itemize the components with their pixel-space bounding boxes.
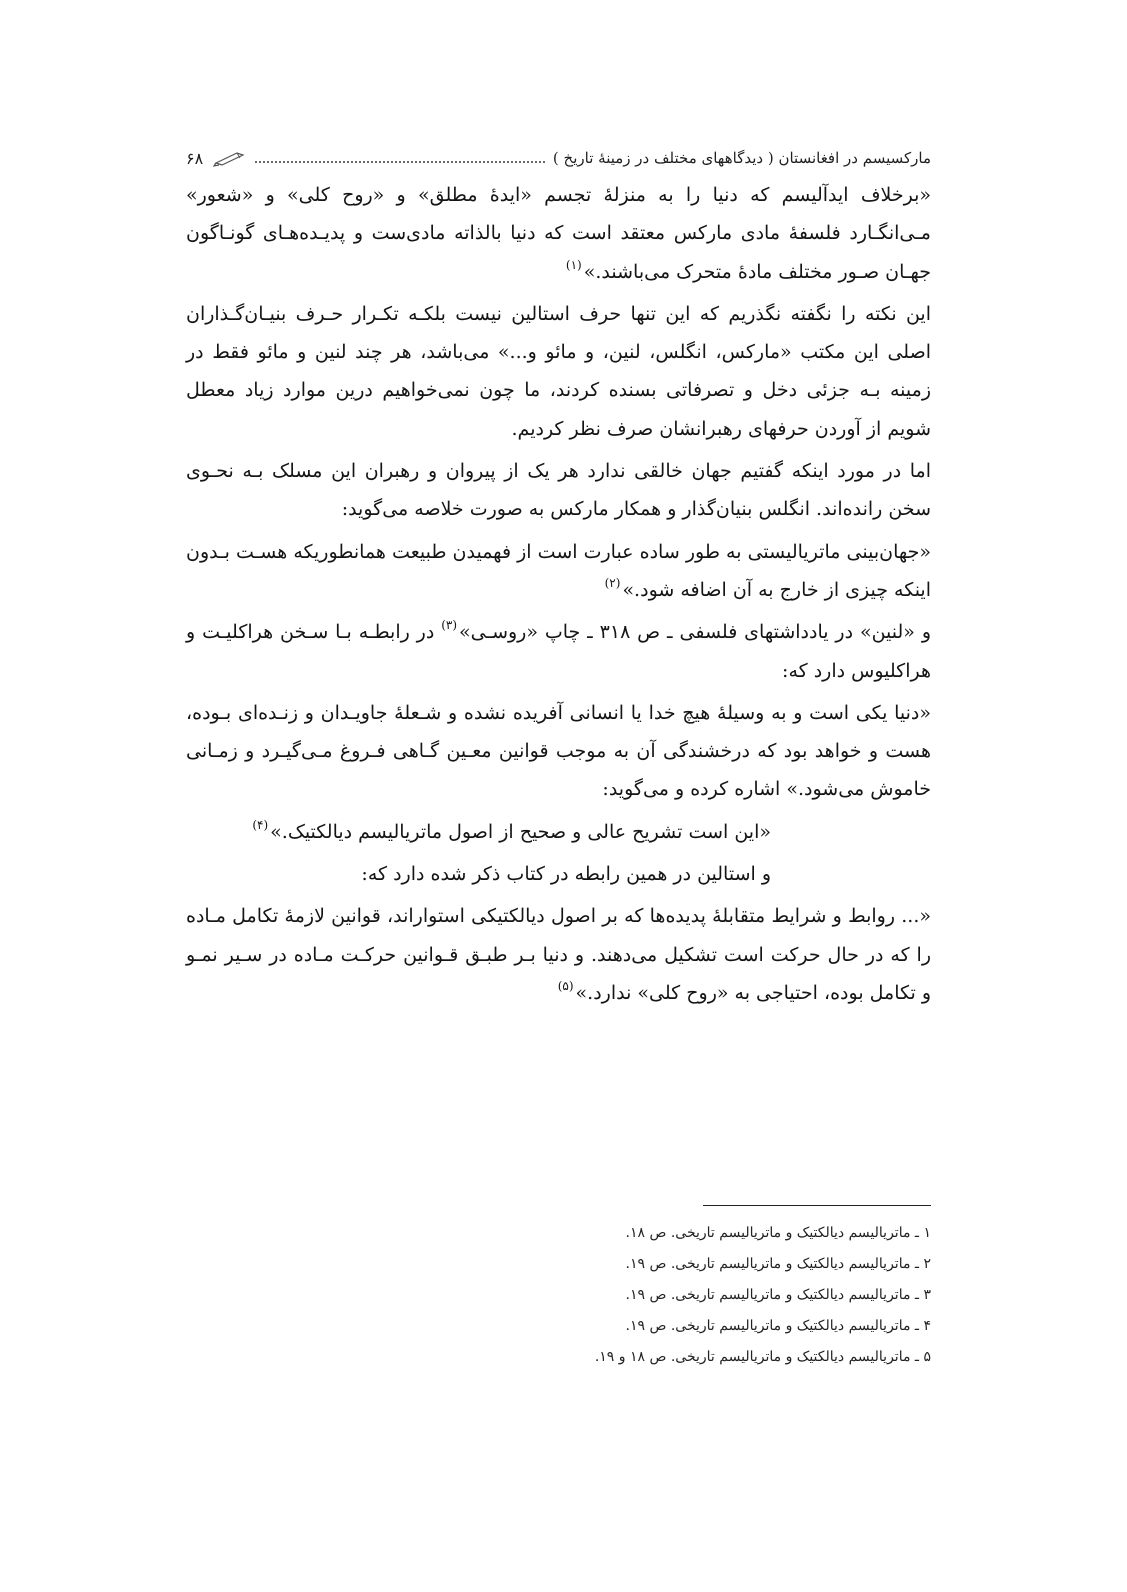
page-number: ۶۸ [186, 148, 204, 168]
paragraph [186, 855, 931, 893]
paragraph-text: اما در مورد اینکه گفتیم جهان خالقی ندارد هر یک از پیروان و رهبران این مسلک بـه نحـوی سخن رانده‌اند. انگلس بنیان‌گذار و همکار مارکس به صورت خلاصه می‌گوید: [186, 460, 931, 521]
paragraph-text: و «لنین» در یادداشتهای فلسفی ـ ص ۳۱۸ ـ چاپ «روسـی» [459, 621, 932, 644]
running-title: مارکسیسم در افغانستان ( دیدگاههای مختلف در زمینهٔ تاریخ ) [552, 149, 931, 167]
main-text [186, 176, 931, 1012]
paragraph-text: «... روابط و شرایط متقابلهٔ پدیده‌ها که بر اصول دیالکتیکی استواراند، قوانین لازمهٔ تکامل مـاده را که در حال حرکت است تشکیل می‌دهند. و دنیا بـر طبـق قـوانین حرکـت مـاده در سـیر نمـو و تکامل بوده، احتیاجی به «روح کلی» ندارد.» [186, 905, 931, 1004]
footnote-reference[interactable]: (۴) [252, 817, 269, 832]
pen-icon [213, 149, 247, 167]
paragraph [186, 613, 931, 690]
footnote-reference[interactable]: (۵) [557, 978, 574, 993]
paragraph-text: «برخلاف ایدآلیسم که دنیا را به منزلهٔ تجسم «ایدهٔ مطلق» و «روح کلی» و «شعور» مـی‌انگـارد فلسفهٔ مادی مارکس معتقد است که دنیا بالذاته مادی‌ست و پدیـده‌هـای گونـاگون جهـان صـور مختلف مادهٔ متحرک می‌باشند.» [186, 184, 931, 283]
paragraph [186, 813, 931, 851]
paragraph [186, 694, 931, 809]
footnote-reference[interactable]: (۲) [604, 575, 621, 590]
paragraph-text: این نکته را نگفته نگذریم که این تنها حرف استالین نیست بلکـه تکـرار حـرف بنیـان‌گـذاران اصلی این مکتب «مارکس، انگلس، لنین، و مائو و...» می‌باشد، هر چند لنین و مائو فقط در زمینه بـه جزئی دخل و تصرفاتی بسنده کردند، ما چون نمی‌خواهیم درین موارد زیاد معطل شویم از آوردن حرفهای رهبرانشان صرف نظر کردیم. [186, 302, 931, 440]
footnote: ۵ ـ ماتریالیسم دیالکتیک و ماتریالیسم تاریخی. ص ۱۸ و ۱۹. [594, 1349, 931, 1365]
paragraph [186, 176, 931, 291]
paragraph [186, 295, 931, 448]
footnote-separator [703, 1205, 931, 1206]
paragraph [186, 533, 931, 610]
footnote: ۱ ـ ماتریالیسم دیالکتیک و ماتریالیسم تاریخی. ص ۱۸. [625, 1225, 931, 1241]
paragraph-text: «جهان‌بینی ماتریالیستی به طور ساده عبارت است از فهمیدن طبیعت همانطوریکه هسـت بـدون اینکه چیزی از خارج به آن اضافه شود.» [186, 540, 931, 601]
paragraph-text: «دنیا یکی است و به وسیلهٔ هیچ خدا یا انسانی آفریده نشده و شـعلهٔ جاویـدان و زنـده‌ای بـوده، هست و خواهد بود که درخشندگی آن به موجب قوانین معـین گـاهی فـروغ مـی‌گیـرد و زمـانی خاموش می‌شود.» اشاره کرده و می‌گوید: [186, 701, 931, 801]
footnote-reference[interactable]: (۳) [441, 618, 458, 633]
paragraph [186, 897, 931, 1012]
paragraph-text: و استالین در همین رابطه در کتاب ذکر شده دارد که: [361, 863, 771, 886]
footnote: ۲ ـ ماتریالیسم دیالکتیک و ماتریالیسم تاریخی. ص ۱۹. [625, 1256, 931, 1272]
footnote: ۴ ـ ماتریالیسم دیالکتیک و ماتریالیسم تاریخی. ص ۱۹. [625, 1318, 931, 1334]
paragraph [186, 452, 931, 529]
running-header [186, 143, 931, 173]
leader-dots [255, 153, 545, 163]
paragraph-text-tail: در رابطـه بـا سـخن هراکلیـت و هراکلیوس دارد که: [186, 621, 931, 682]
footnote: ۳ ـ ماتریالیسم دیالکتیک و ماتریالیسم تاریخی. ص ۱۹. [625, 1287, 931, 1303]
footnotes [186, 1218, 931, 1373]
paragraph-text: «این است تشریح عالی و صحیح از اصول ماتریالیسم دیالکتیک.» [270, 820, 771, 843]
footnote-reference[interactable]: (۱) [565, 257, 582, 272]
